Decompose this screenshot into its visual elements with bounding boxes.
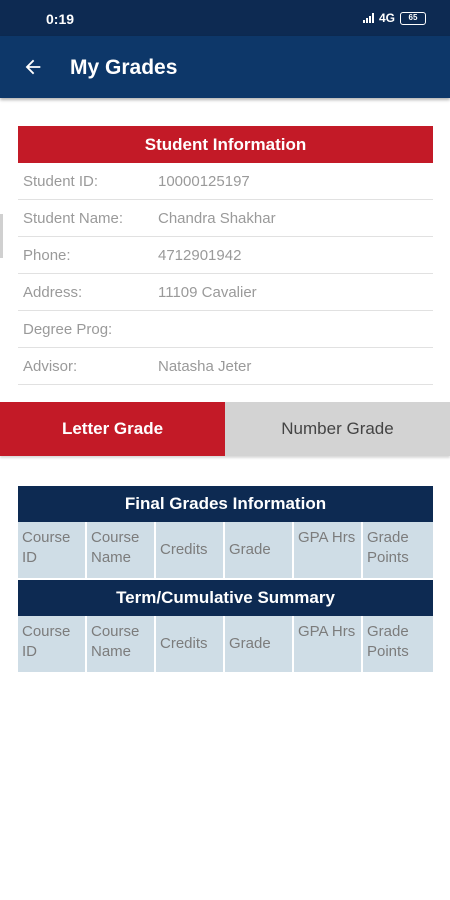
info-value: Natasha Jeter [158, 357, 252, 375]
info-value: Chandra Shakhar [158, 209, 276, 227]
student-info-header: Student Information [18, 126, 433, 163]
column-header: Credits [156, 616, 223, 672]
info-label: Phone: [23, 246, 71, 264]
student-info-list [18, 163, 433, 385]
summary-table [18, 580, 433, 672]
column-header: GPA Hrs [294, 616, 361, 672]
column-header: Course ID [18, 616, 85, 672]
column-header: Course ID [18, 522, 85, 578]
info-label: Student Name: [23, 209, 124, 227]
status-time: 0:19 [46, 11, 75, 27]
table-header-row [18, 616, 433, 672]
column-header: Grade [225, 522, 292, 578]
column-header: Credits [156, 522, 223, 578]
info-row-advisor [18, 348, 433, 385]
summary-title: Term/Cumulative Summary [18, 580, 433, 616]
info-row-student-id [18, 163, 433, 200]
arrow-left-icon [22, 56, 44, 78]
app-bar [0, 36, 450, 98]
final-grades-title: Final Grades Information [18, 486, 433, 522]
info-label: Degree Prog: [23, 320, 113, 338]
info-label: Address: [23, 283, 83, 301]
status-icons [363, 11, 426, 25]
column-header: Course Name [87, 616, 154, 672]
column-header: Course Name [87, 522, 154, 578]
network-type: 4G [378, 11, 395, 25]
final-grades-table [18, 486, 433, 578]
info-label: Student ID: [23, 172, 99, 190]
battery-level: 65 [408, 12, 418, 22]
info-label: Advisor: [23, 357, 78, 375]
info-value: 11109 Cavalier [158, 283, 257, 301]
info-row-address [18, 274, 433, 311]
info-value: 4712901942 [158, 246, 242, 264]
battery-icon [400, 12, 426, 25]
signal-icon [363, 13, 374, 23]
info-row-phone [18, 237, 433, 274]
number-grade-tab[interactable]: Number Grade [225, 402, 450, 456]
grade-type-toggle [0, 402, 450, 456]
info-row-student-name [18, 200, 433, 237]
info-row-degree-prog [18, 311, 433, 348]
status-bar [0, 0, 450, 36]
page-title: My Grades [70, 56, 178, 79]
table-header-row [18, 522, 433, 578]
column-header: Grade [225, 616, 292, 672]
info-value: 10000125197 [158, 172, 250, 190]
column-header: Grade Points [363, 616, 433, 672]
back-button[interactable] [16, 50, 50, 84]
column-header: GPA Hrs [294, 522, 361, 578]
column-header: Grade Points [363, 522, 433, 578]
scroll-indicator [0, 214, 3, 258]
letter-grade-tab[interactable]: Letter Grade [0, 402, 225, 456]
